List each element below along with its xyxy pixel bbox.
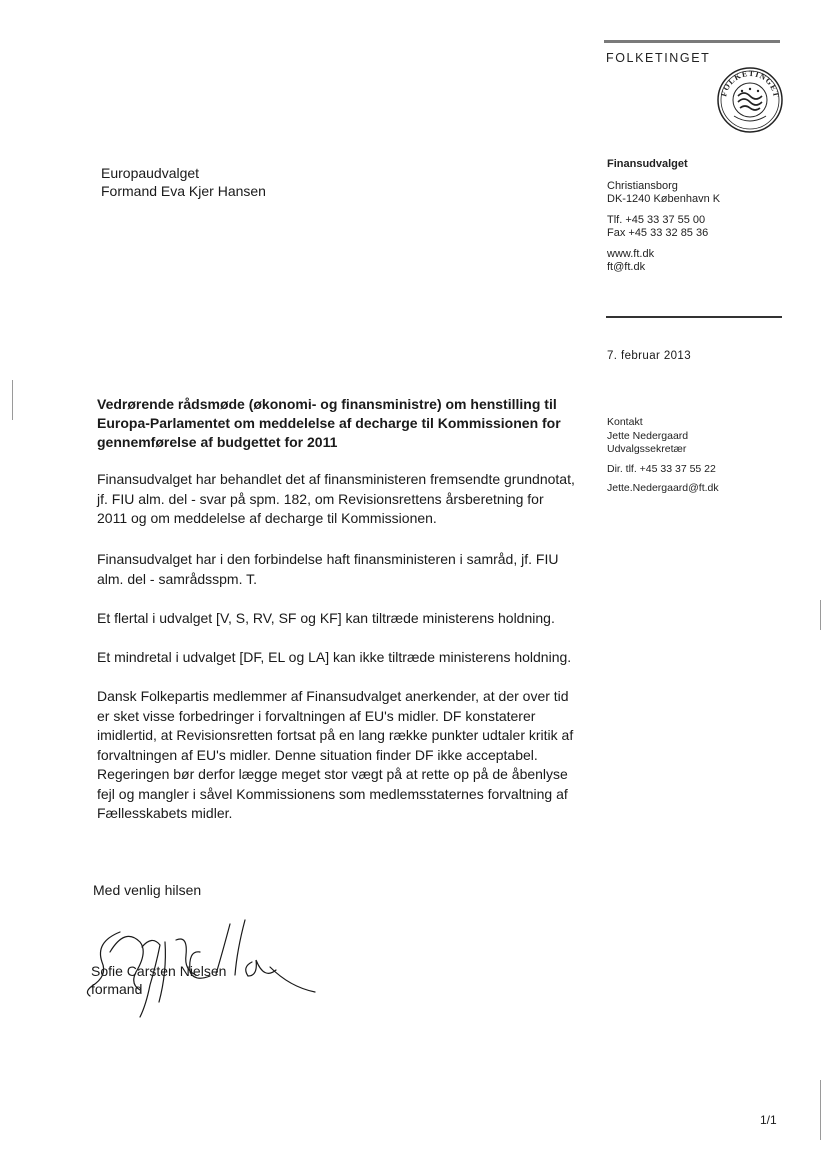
folketinget-seal-icon xyxy=(716,66,784,134)
contact-email: Jette.Nedergaard@ft.dk xyxy=(607,482,719,494)
sender-fax: Fax +45 33 32 85 36 xyxy=(607,227,709,239)
sender-block xyxy=(607,158,720,275)
body-paragraph: Et mindretal i udvalget [DF, EL og LA] kan ikke tiltræde ministerens holdning. xyxy=(97,649,572,665)
letter-date: 7. februar 2013 xyxy=(607,350,692,362)
body-paragraph: Dansk Folkepartis medlemmer af Finansudvalget anerkender, at der over tid er sket visse forbedringer i forvaltningen af EU's midler. DF konstaterer imidlertid, at Revisionsretten fortsat på en lang række punkter udtaler kritik af forvaltningen af EU's midler. Denne situation finder DF ikke acceptabel. Regeringen bør derfor lægge meget stor vægt på at rette op på de åbenlyse fejl og mangler i såvel Kommissionens som medlemsstaternes forvaltning af Fællesskabets midler. xyxy=(97,688,574,821)
organization-name: FOLKETINGET xyxy=(606,51,711,65)
scan-artifact xyxy=(12,380,13,420)
recipient-line: Formand Eva Kjer Hansen xyxy=(101,183,266,199)
sender-phone: Tlf. +45 33 37 55 00 xyxy=(607,213,706,226)
closing-salutation: Med venlig hilsen xyxy=(93,882,202,898)
contact-heading: Kontakt xyxy=(607,416,643,428)
sender-email: ft@ft.dk xyxy=(607,261,646,273)
scan-artifact xyxy=(820,600,821,630)
header-rule xyxy=(604,40,780,43)
letter-subject: Vedrørende rådsmøde (økonomi- og finansministre) om henstilling til Europa-Parlamentet om meddelelse af decharge til Kommissionen for gennemførelse af budgettet for 2011 xyxy=(97,396,561,450)
contact-block xyxy=(607,416,719,496)
sender-committee: Finansudvalget xyxy=(607,158,688,170)
signatory-name: Sofie Carsten Nielsen xyxy=(91,963,227,979)
svg-text:FOLKETINGET: FOLKETINGET xyxy=(719,68,782,99)
sender-address: DK-1240 København K xyxy=(607,193,721,205)
sender-address: Christiansborg xyxy=(607,179,678,192)
contact-phone: Dir. tlf. +45 33 37 55 22 xyxy=(607,462,716,475)
body-paragraph: Et flertal i udvalget [V, S, RV, SF og KF] kan tiltræde ministerens holdning. xyxy=(97,610,555,626)
recipient-line: Europaudvalget xyxy=(101,165,200,181)
signatory-role: formand xyxy=(91,981,143,997)
body-paragraph: Finansudvalget har behandlet det af finansministeren fremsendte grundnotat, jf. FIU alm. del - svar på spm. 182, om Revisionsrettens årsberetning for 2011 og om meddelelse af decharge til Kommissionen. xyxy=(97,471,575,526)
recipient-block xyxy=(101,164,266,200)
scan-artifact xyxy=(820,1080,821,1140)
sender-divider xyxy=(606,316,782,318)
page-number: 1/1 xyxy=(760,1113,777,1127)
signatory-block xyxy=(91,962,226,998)
body-paragraph: Finansudvalget har i den forbindelse haft finansministeren i samråd, jf. FIU alm. del - samrådsspm. T. xyxy=(97,551,559,587)
contact-title: Udvalgssekretær xyxy=(607,443,687,455)
sender-web: www.ft.dk xyxy=(607,247,655,260)
contact-name: Jette Nedergaard xyxy=(607,429,689,442)
